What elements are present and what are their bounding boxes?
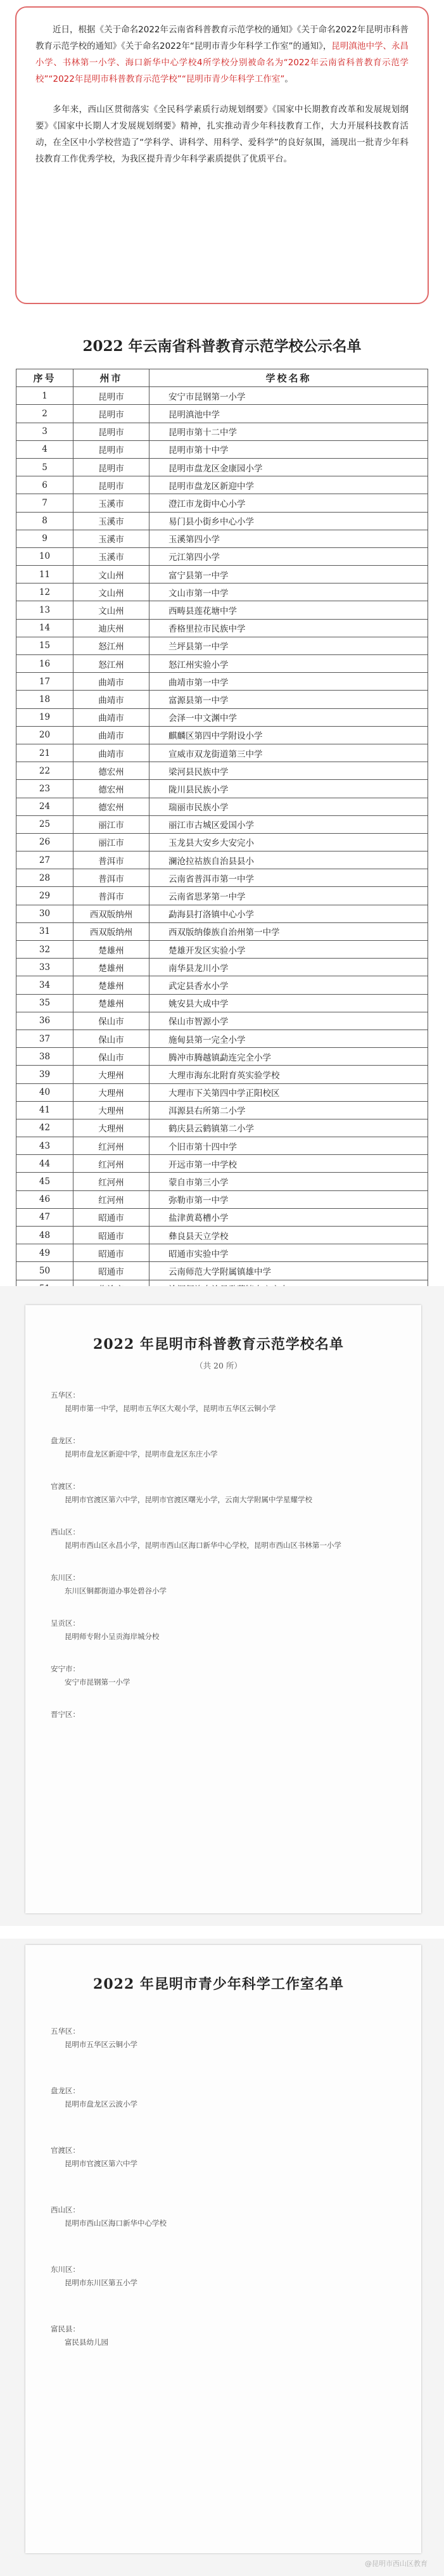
intro-text: 近日，根据《关于命名2022年云南省科普教育示范学校的通知》《关于命名2022年昆明市科普教育示范学校的通知》《关于命名2022年“昆明市青少年科学工作室”的通知》， <box>35 25 409 51</box>
table-row <box>16 833 428 851</box>
row-city: 西双版纳州 <box>73 922 149 940</box>
row-number: 7 <box>16 494 73 512</box>
table-row <box>16 1155 428 1173</box>
row-number: 2 <box>16 405 73 423</box>
row-school-name: 蒙自市第三小学 <box>149 1173 428 1190</box>
row-number: 29 <box>16 887 73 905</box>
row-school-name: 开远市第一中学校 <box>149 1155 428 1173</box>
row-number: 44 <box>16 1155 73 1173</box>
table-row <box>16 458 428 476</box>
row-number: 24 <box>16 798 73 815</box>
row-number: 3 <box>16 423 73 440</box>
row-number: 22 <box>16 762 73 780</box>
header-number: 序号 <box>16 369 73 387</box>
table-row <box>16 744 428 762</box>
row-city: 昆明市 <box>73 476 149 494</box>
row-number: 6 <box>16 476 73 494</box>
row-city: 昭通市 <box>73 1227 149 1244</box>
table-row <box>16 1190 428 1208</box>
row-city: 曲靖市 <box>73 691 149 708</box>
district-name: 盘龙区： <box>51 1436 80 1445</box>
table-row <box>16 387 428 405</box>
table-row <box>16 673 428 691</box>
table-row <box>16 798 428 815</box>
row-number: 38 <box>16 1048 73 1066</box>
row-school-name: 彝良县天立学校 <box>149 1227 428 1244</box>
row-school-name: 玉龙县大安乡大安完小 <box>149 833 428 851</box>
row-number: 25 <box>16 815 73 833</box>
row-city: 昆明市 <box>73 387 149 405</box>
youth-studio-title: 2022 年昆明市青少年科学工作室名单 <box>93 1976 344 1993</box>
row-school-name: 大理市下关第四中学正阳校区 <box>149 1083 428 1101</box>
row-city: 楚雄州 <box>73 941 149 959</box>
table-row <box>16 512 428 530</box>
row-school-name: 香格里拉市民族中学 <box>149 619 428 637</box>
row-city: 迪庆州 <box>73 619 149 637</box>
row-city: 昆明市 <box>73 423 149 440</box>
row-city: 红河州 <box>73 1190 149 1208</box>
row-number: 41 <box>16 1101 73 1119</box>
table-row <box>16 1137 428 1155</box>
school-entry: 昆明市第一中学，昆明市五华区大观小学，昆明市五华区云铜小学 <box>65 1404 276 1413</box>
kunming-schools-title: 2022 年昆明市科普教育示范学校名单 <box>93 1336 344 1353</box>
row-city: 昭通市 <box>73 1208 149 1226</box>
table-row <box>16 494 428 512</box>
district-name: 西山区： <box>51 2205 80 2214</box>
row-city: 大理州 <box>73 1101 149 1119</box>
row-number: 26 <box>16 833 73 851</box>
row-city: 大理州 <box>73 1083 149 1101</box>
district-name: 五华区： <box>51 2027 80 2036</box>
row-city: 普洱市 <box>73 851 149 869</box>
row-city: 德宏州 <box>73 762 149 780</box>
row-city: 怒江州 <box>73 637 149 654</box>
school-entry: 昆明市西山区海口新华中心学校 <box>65 2219 167 2228</box>
table-row <box>16 619 428 637</box>
row-city: 文山州 <box>73 583 149 601</box>
row-city: 文山州 <box>73 601 149 619</box>
row-school-name: 安宁市昆钢第一小学 <box>149 387 428 405</box>
row-number: 21 <box>16 744 73 762</box>
row-number: 39 <box>16 1066 73 1083</box>
row-city: 楚雄州 <box>73 976 149 994</box>
row-school-name: 盐津黄葛槽小学 <box>149 1208 428 1226</box>
school-entry: 昆明市官渡区第六中学，昆明市官渡区曙光小学，云南大学附属中学星耀学校 <box>65 1495 312 1504</box>
row-number: 37 <box>16 1030 73 1047</box>
row-number: 31 <box>16 922 73 940</box>
row-number: 11 <box>16 566 73 583</box>
row-city: 昆明市 <box>73 440 149 458</box>
table-row <box>16 941 428 959</box>
row-city: 曲靖市 <box>73 744 149 762</box>
youth-studio-paper <box>25 1945 421 2553</box>
row-city: 保山市 <box>73 1048 149 1066</box>
row-number: 9 <box>16 530 73 547</box>
table-row <box>16 547 428 565</box>
row-number: 28 <box>16 869 73 887</box>
row-city: 昭通市 <box>73 1262 149 1280</box>
district-name: 安宁市： <box>51 1664 80 1673</box>
row-number: 33 <box>16 959 73 976</box>
table-row <box>16 994 428 1012</box>
row-school-name: 武定县香水小学 <box>149 976 428 994</box>
district-name: 东川区： <box>51 2265 80 2274</box>
row-school-name: 云南省思茅第一中学 <box>149 887 428 905</box>
row-city: 大理州 <box>73 1119 149 1137</box>
row-number: 17 <box>16 673 73 691</box>
row-school-name: 昆明市第十中学 <box>149 440 428 458</box>
row-number: 8 <box>16 512 73 530</box>
row-city: 红河州 <box>73 1137 149 1155</box>
row-school-name: 保山市智源小学 <box>149 1012 428 1030</box>
table-row <box>16 922 428 940</box>
table-row <box>16 762 428 780</box>
row-school-name: 云南省普洱市第一中学 <box>149 869 428 887</box>
table-row <box>16 726 428 744</box>
district-name: 官渡区： <box>51 2146 80 2155</box>
table-row <box>16 405 428 423</box>
table-row <box>16 869 428 887</box>
district-name: 盘龙区： <box>51 2086 80 2095</box>
row-city: 昆明市 <box>73 458 149 476</box>
provincial-list-title: 2022 年云南省科普教育示范学校公示名单 <box>82 338 362 355</box>
table-row <box>16 815 428 833</box>
table-row <box>16 1030 428 1047</box>
row-school-name: 昆明市第十二中学 <box>149 423 428 440</box>
row-school-name: 梁河县民族中学 <box>149 762 428 780</box>
row-school-name: 鹤庆县云鹤镇第二小学 <box>149 1119 428 1137</box>
kunming-schools-count: （共 20 所） <box>195 1361 242 1370</box>
row-city: 红河州 <box>73 1155 149 1173</box>
table-row <box>16 1066 428 1083</box>
table-row <box>16 440 428 458</box>
school-entry: 昆明市官渡区第六中学 <box>65 2159 137 2168</box>
row-city: 玉溪市 <box>73 547 149 565</box>
school-entry: 昆明市五华区云铜小学 <box>65 2040 137 2049</box>
school-entry: 东川区铜都街道办事处碧谷小学 <box>65 1586 167 1595</box>
row-city: 德宏州 <box>73 798 149 815</box>
table-row <box>16 1012 428 1030</box>
table-row <box>16 1208 428 1226</box>
table-row <box>16 976 428 994</box>
row-school-name: 富宁县第一中学 <box>149 566 428 583</box>
row-number: 45 <box>16 1173 73 1190</box>
table-body <box>16 387 428 1316</box>
table-row <box>16 905 428 922</box>
row-number: 23 <box>16 780 73 798</box>
district-name: 呈贡区： <box>51 1619 80 1628</box>
row-number: 30 <box>16 905 73 922</box>
row-number: 49 <box>16 1244 73 1262</box>
row-school-name: 昭通市实验中学 <box>149 1244 428 1262</box>
row-school-name: 勐海县打洛镇中心小学 <box>149 905 428 922</box>
row-school-name: 陇川县民族小学 <box>149 780 428 798</box>
table-row <box>16 1244 428 1262</box>
row-school-name: 施甸县第一完全小学 <box>149 1030 428 1047</box>
row-city: 文山州 <box>73 566 149 583</box>
row-city: 玉溪市 <box>73 530 149 547</box>
row-number: 14 <box>16 619 73 637</box>
row-number: 35 <box>16 994 73 1012</box>
intro-paragraph-2: 多年来，西山区贯彻落实《全民科学素质行动规划纲要》《国家中长期教育改革和发展规划纲要》《国家中长期人才发展规划纲要》精神，扎实推动青少年科技教育工作，大力开展科技教育活动，在全区中小学校营造了“学科学、讲科学、用科学、爱科学”的良好氛围，涌现出一批青少年科技教育工作优秀学校，为我区提升青少年科学素质提供了优质平台。 <box>35 105 409 164</box>
table-row <box>16 655 428 673</box>
row-number: 10 <box>16 547 73 565</box>
table-row <box>16 1227 428 1244</box>
row-number: 27 <box>16 851 73 869</box>
row-city: 玉溪市 <box>73 494 149 512</box>
youth-studio-list <box>51 2026 386 2350</box>
table-row <box>16 1101 428 1119</box>
row-city: 大理州 <box>73 1066 149 1083</box>
row-number: 46 <box>16 1190 73 1208</box>
table-row <box>16 1262 428 1280</box>
row-number: 5 <box>16 458 73 476</box>
row-city: 普洱市 <box>73 869 149 887</box>
intro-paragraph-1 <box>35 22 409 87</box>
row-number: 34 <box>16 976 73 994</box>
school-entry: 安宁市昆钢第一小学 <box>65 1678 130 1687</box>
row-school-name: 元江第四小学 <box>149 547 428 565</box>
row-school-name: 文山市第一中学 <box>149 583 428 601</box>
row-school-name: 曲靖市第一中学 <box>149 673 428 691</box>
row-school-name: 怒江州实验小学 <box>149 655 428 673</box>
district-name: 西山区： <box>51 1527 80 1536</box>
table-row <box>16 1048 428 1066</box>
kunming-schools-paper <box>25 1305 421 1913</box>
table-header-row <box>16 369 428 387</box>
row-school-name: 洱源县右所第二小学 <box>149 1101 428 1119</box>
row-city: 保山市 <box>73 1030 149 1047</box>
row-city: 玉溪市 <box>73 512 149 530</box>
row-number: 19 <box>16 708 73 726</box>
district-name: 晋宁区： <box>51 1710 80 1719</box>
table-row <box>16 708 428 726</box>
row-number: 4 <box>16 440 73 458</box>
table-row <box>16 851 428 869</box>
row-number: 16 <box>16 655 73 673</box>
school-entry: 昆明市盘龙区新迎中学，昆明市盘龙区东庄小学 <box>65 1450 218 1458</box>
row-city: 昭通市 <box>73 1244 149 1262</box>
table-row <box>16 691 428 708</box>
row-school-name: 澜沧拉祜族自治县县小 <box>149 851 428 869</box>
row-city: 红河州 <box>73 1173 149 1190</box>
row-school-name: 澄江市龙街中心小学 <box>149 494 428 512</box>
youth-studio-sheet <box>0 1939 444 2576</box>
row-school-name: 丽江市古城区爱国小学 <box>149 815 428 833</box>
row-school-name: 昆明市盘龙区金康园小学 <box>149 458 428 476</box>
row-city: 丽江市 <box>73 833 149 851</box>
row-city: 曲靖市 <box>73 673 149 691</box>
table-row <box>16 566 428 583</box>
row-number: 32 <box>16 941 73 959</box>
row-school-name: 麒麟区第四中学附设小学 <box>149 726 428 744</box>
row-number: 12 <box>16 583 73 601</box>
table-row <box>16 583 428 601</box>
row-school-name: 西双版纳傣族自治州第一中学 <box>149 922 428 940</box>
school-entry: 昆明市西山区永昌小学，昆明市西山区海口新华中心学校，昆明市西山区书林第一小学 <box>65 1541 341 1550</box>
row-school-name: 玉溪第四小学 <box>149 530 428 547</box>
intro-box <box>15 6 429 304</box>
table-row <box>16 1173 428 1190</box>
table-row <box>16 423 428 440</box>
intro-text-end: 。 <box>284 74 293 84</box>
district-name: 富民县： <box>51 2324 80 2333</box>
row-number: 15 <box>16 637 73 654</box>
district-name: 官渡区： <box>51 1482 80 1491</box>
row-city: 保山市 <box>73 1012 149 1030</box>
row-school-name: 瑞丽市民族小学 <box>149 798 428 815</box>
row-school-name: 昆明滇池中学 <box>149 405 428 423</box>
school-entry: 昆明市盘龙区云波小学 <box>65 2100 137 2108</box>
row-number: 20 <box>16 726 73 744</box>
school-entry: 昆明市东川区第五小学 <box>65 2278 137 2287</box>
row-city: 楚雄州 <box>73 994 149 1012</box>
row-number: 47 <box>16 1208 73 1226</box>
row-school-name: 姚安县大成中学 <box>149 994 428 1012</box>
row-number: 18 <box>16 691 73 708</box>
school-entry: 昆明师专附小呈贡海岸城分校 <box>65 1632 160 1641</box>
table-row <box>16 601 428 619</box>
provincial-list-card <box>6 317 438 1277</box>
table-row <box>16 887 428 905</box>
row-number: 50 <box>16 1262 73 1280</box>
row-school-name: 易门县小街乡中心小学 <box>149 512 428 530</box>
table-row <box>16 476 428 494</box>
row-school-name: 楚雄开发区实验小学 <box>149 941 428 959</box>
row-school-name: 兰坪县第一中学 <box>149 637 428 654</box>
kunming-schools-list <box>51 1390 386 1719</box>
row-school-name: 大理市海东北附育英实验学校 <box>149 1066 428 1083</box>
watermark: @昆明市西山区教育 <box>365 2560 428 2568</box>
kunming-schools-sheet <box>0 1286 444 1926</box>
table-row <box>16 1083 428 1101</box>
row-city: 曲靖市 <box>73 708 149 726</box>
header-city: 州市 <box>73 369 149 387</box>
school-entry: 富民县幼儿园 <box>65 2338 108 2347</box>
table-row <box>16 1119 428 1137</box>
intro-highlight-text: 昆明滇池中学、永昌小学、书林第一小学、海口新华中心学校4所学校分别被命名为“2022年云南省科普教育示范学校”“2022年昆明市科普教育示范学校”“昆明市青少年科学工作室” <box>35 41 409 84</box>
row-city: 怒江州 <box>73 655 149 673</box>
row-city: 西双版纳州 <box>73 905 149 922</box>
row-school-name: 云南师范大学附属镇雄中学 <box>149 1262 428 1280</box>
table-row <box>16 959 428 976</box>
row-city: 曲靖市 <box>73 726 149 744</box>
row-city: 普洱市 <box>73 887 149 905</box>
row-number: 13 <box>16 601 73 619</box>
district-name: 五华区： <box>51 1391 80 1400</box>
row-school-name: 宣威市双龙街道第三中学 <box>149 744 428 762</box>
row-number: 36 <box>16 1012 73 1030</box>
header-school-name: 学校名称 <box>149 369 428 387</box>
row-city: 昆明市 <box>73 405 149 423</box>
row-school-name: 昆明市盘龙区新迎中学 <box>149 476 428 494</box>
row-number: 43 <box>16 1137 73 1155</box>
row-school-name: 南华县龙川小学 <box>149 959 428 976</box>
row-school-name: 腾冲市腾越镇勐连完全小学 <box>149 1048 428 1066</box>
row-number: 40 <box>16 1083 73 1101</box>
row-city: 丽江市 <box>73 815 149 833</box>
table-row <box>16 637 428 654</box>
row-city: 楚雄州 <box>73 959 149 976</box>
table-row <box>16 530 428 547</box>
row-school-name: 弥勒市第一中学 <box>149 1190 428 1208</box>
row-school-name: 个旧市第十四中学 <box>149 1137 428 1155</box>
row-school-name: 富源县第一中学 <box>149 691 428 708</box>
row-number: 42 <box>16 1119 73 1137</box>
row-number: 1 <box>16 387 73 405</box>
row-city: 德宏州 <box>73 780 149 798</box>
row-number: 48 <box>16 1227 73 1244</box>
provincial-school-table <box>16 369 428 1316</box>
row-school-name: 西畴县莲花塘中学 <box>149 601 428 619</box>
row-school-name: 会泽一中文渊中学 <box>149 708 428 726</box>
district-name: 东川区： <box>51 1573 80 1582</box>
table-row <box>16 780 428 798</box>
